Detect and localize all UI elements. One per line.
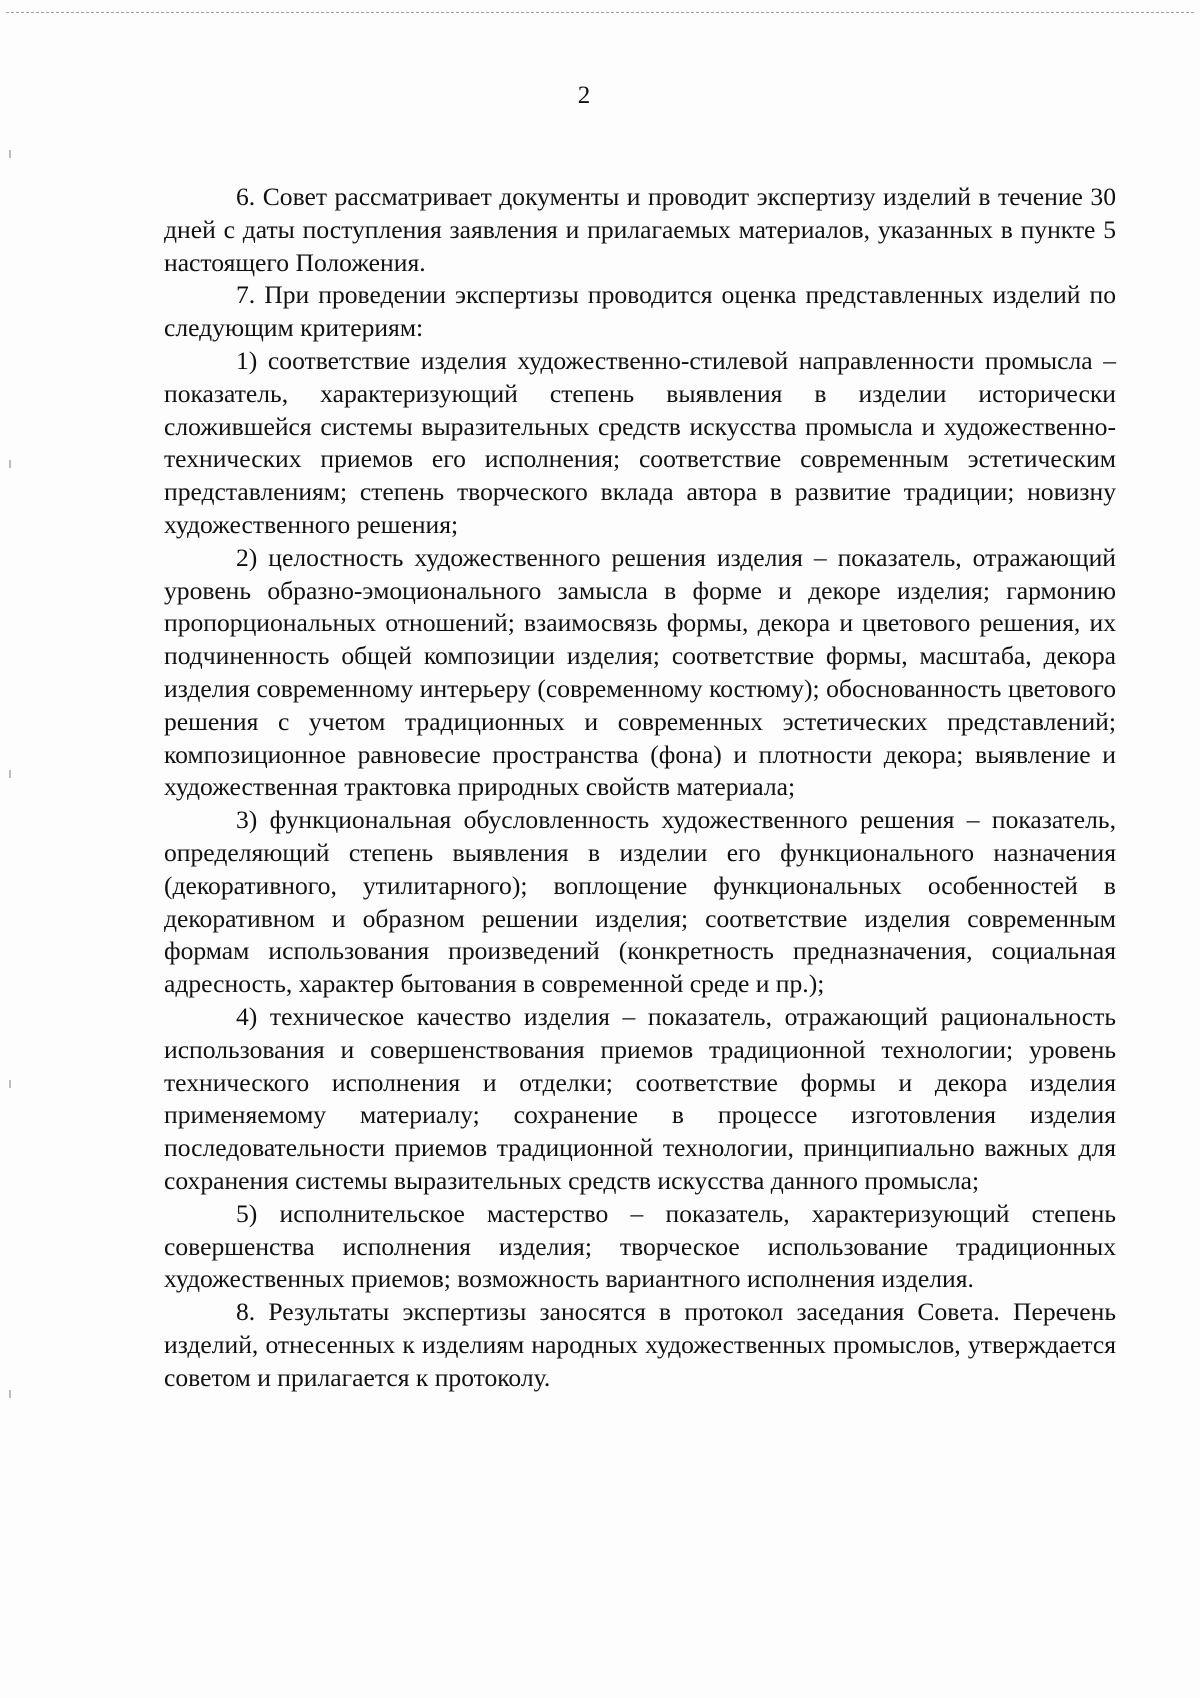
paragraph-item-8: 8. Результаты экспертизы заносятся в протокол заседания Совета. Перечень изделий, отнесенных к изделиям народных художественных промыслов, утверждается советом и прилагается к протоколу.: [164, 1297, 1116, 1392]
criterion-5: 5) исполнительское мастерство – показатель, характеризующий степень совершенства исполнения изделия; творческое использование традиционных художественных приемов; возможность вариантного исполнения изделия.: [164, 1198, 1116, 1294]
page-number: 2: [577, 82, 591, 109]
criterion-2: 2) целостность художественного решения изделия – показатель, отражающий уровень образно-эмоционального замысла в форме и декоре изделия; гармонию пропорциональных отношений; взаимосвязь формы, декора и цветового решения, их подчиненность общей композиции изделия; соответствие формы, масштаба, декора изделия современному интерьеру (современному костюму); обоснованность цветового решения с учетом традиционных и современных эстетических представлений; композиционное равновесие пространства (фона) и плотности декора; выявление и художественная трактовка природных свойств материала;: [164, 542, 1116, 802]
criterion-1: 1) соответствие изделия художественно-стилевой направленности промысла – показатель, характеризующий степень выявления в изделии исторически сложившейся системы выразительных средств искусства промысла и художественно-технических приемов его исполнения; соответствие современным эстетическим представлениям; степень творческого вклада автора в развитие традиции; новизну художественного решения;: [164, 345, 1116, 539]
document-body: [164, 181, 1116, 1394]
criterion-3: 3) функциональная обусловленность художественного решения – показатель, определяющий степень выявления в изделии его функционального назначения (декоративного, утилитарного); воплощение функциональных особенностей в декоративном и образном решении изделия; соответствие изделия современным формам использования произведений (конкретность предназначения, социальная адресность, характер бытования в современной среде и пр.);: [164, 805, 1116, 999]
scan-top-edge: [6, 12, 1194, 13]
criterion-4: 4) техническое качество изделия – показатель, отражающий рациональность использования и совершенствования приемов традиционной технологии; уровень технического исполнения и отделки; соответствие формы и декора изделия применяемому материалу; сохранение в процессе изготовления изделия последовательности приемов традиционной технологии, принципиально важных для сохранения системы выразительных средств искусства данного промысла;: [164, 1001, 1116, 1195]
paragraph-item-7: 7. При проведении экспертизы проводится оценка представленных изделий по следующим критериям:: [164, 280, 1116, 343]
scan-left-edge-marks: [9, 150, 11, 1450]
paragraph-item-6: 6. Совет рассматривает документы и проводит экспертизу изделий в течение 30 дней с даты поступления заявления и прилагаемых материалов, указанных в пункте 5 настоящего Положения.: [164, 182, 1116, 277]
